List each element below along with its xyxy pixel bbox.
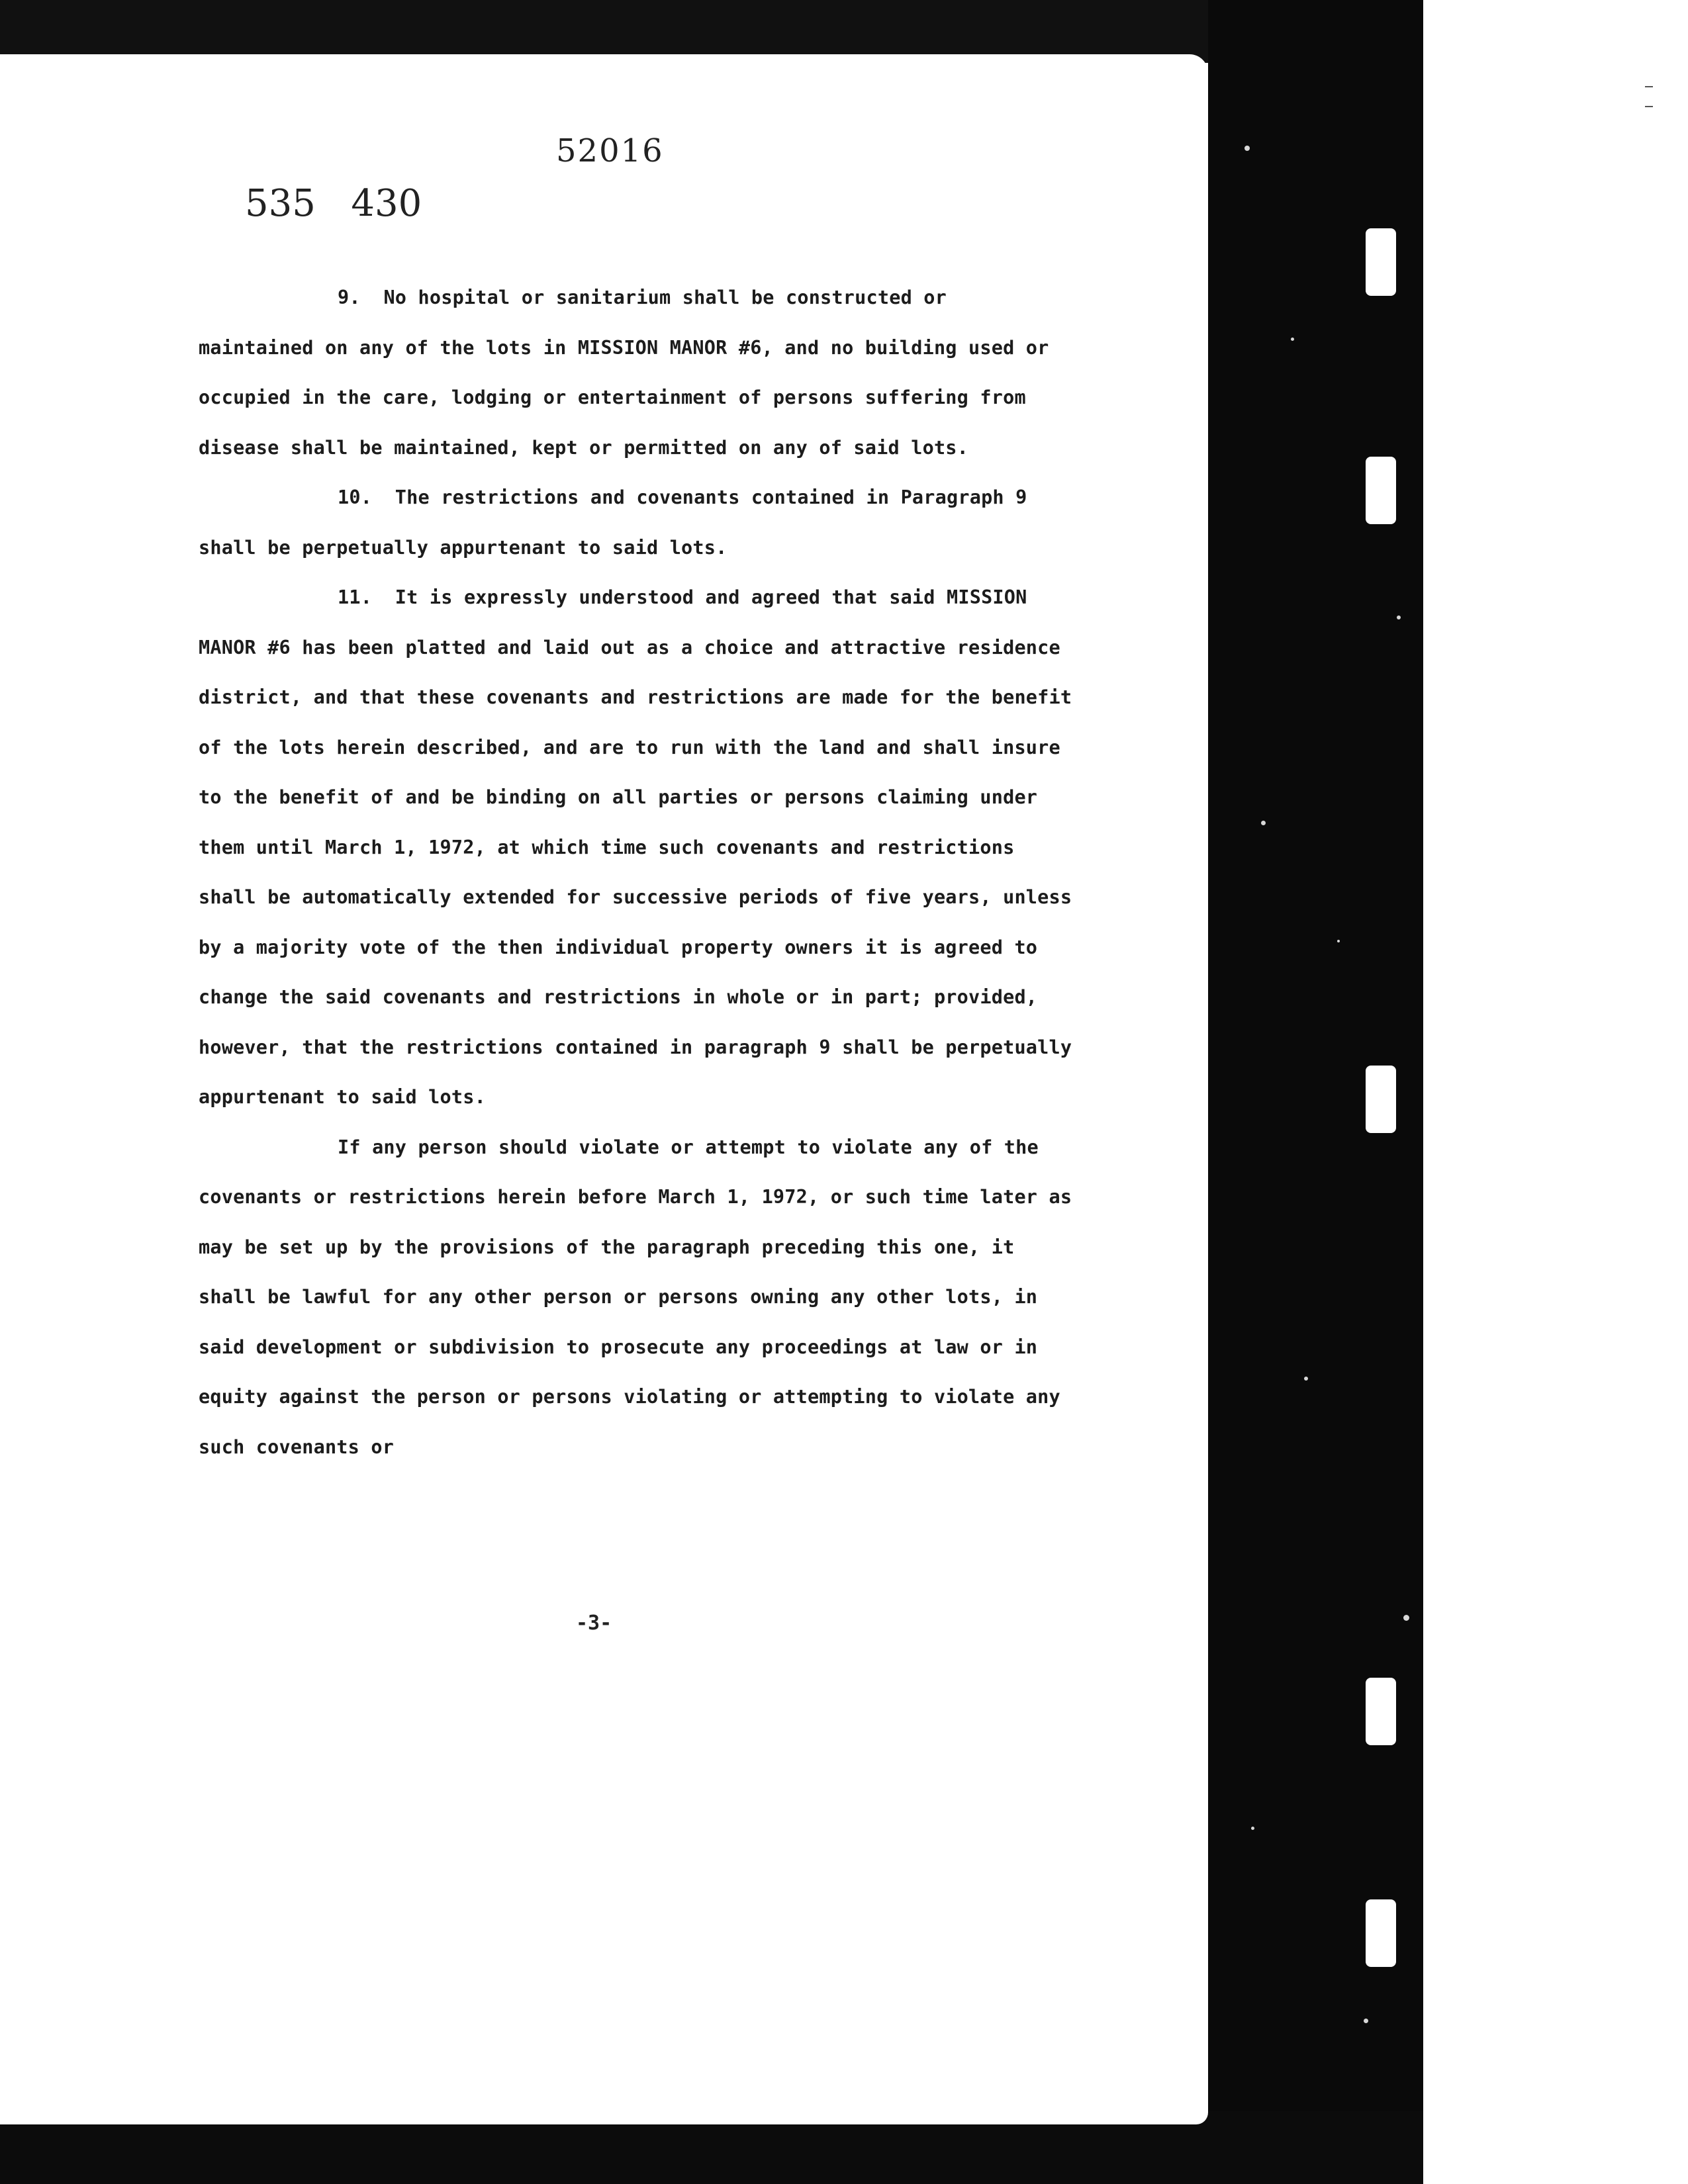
- paragraph-text: The restrictions and covenants contained in Paragraph 9 shall be perpetually appurtenant to said lots.: [199, 486, 1027, 559]
- film-speck: [1291, 338, 1294, 341]
- sprocket-hole: [1366, 1899, 1396, 1967]
- film-speck: [1364, 2019, 1368, 2023]
- paragraph-enforcement: [199, 1122, 1072, 1473]
- page-number: -3-: [576, 1612, 612, 1635]
- film-speck: [1403, 1615, 1409, 1621]
- document-body: [199, 273, 1072, 1472]
- page-number-reference: 430: [351, 182, 422, 225]
- sprocket-hole: [1366, 1066, 1396, 1133]
- paragraph-11: [199, 572, 1072, 1122]
- sprocket-hole: [1366, 1678, 1396, 1745]
- document-number: 52016: [556, 132, 664, 169]
- book-page-reference: [245, 182, 422, 225]
- paragraph-text: It is expressly understood and agreed that said MISSION MANOR #6 has been platted and laid out as a choice and attractive residence district, and that these covenants and restrictions are made for the benefit of the lots herein described, and are to run with the land and shall insure to the benefit of and be binding on all parties or persons claiming under them until March 1, 1972, at which time such covenants and restrictions shall be automatically extended for successive periods of five years, unless by a majority vote of the then individual property owners it is agreed to change the said covenants and restrictions in whole or in part; provided, however, that the restrictions contained in paragraph 9 shall be perpetually appurtenant to said lots.: [199, 586, 1072, 1108]
- film-speck: [1304, 1377, 1308, 1381]
- film-speck: [1251, 1827, 1254, 1830]
- film-speck: [1261, 821, 1266, 825]
- sprocket-hole: [1366, 457, 1396, 524]
- book-page-separator: [328, 195, 340, 217]
- paragraph-10: [199, 473, 1072, 572]
- paragraph-number: 10.: [338, 486, 373, 508]
- sprocket-hole: [1366, 228, 1396, 296]
- margin-mark: [1645, 86, 1653, 87]
- paragraph-text: No hospital or sanitarium shall be constructed or maintained on any of the lots in MISSION MANOR #6, and no building used or occupied in the care, lodging or entertainment of persons suffering from disease shall be maintained, kept or permitted on any of said lots.: [199, 287, 1049, 459]
- film-speck: [1397, 615, 1401, 619]
- book-number: 535: [245, 182, 316, 225]
- film-speck: [1244, 146, 1250, 151]
- margin-mark: [1645, 106, 1653, 107]
- paragraph-9: [199, 273, 1072, 473]
- paragraph-number: 11.: [338, 586, 373, 608]
- paragraph-text: If any person should violate or attempt to violate any of the covenants or restrictions herein before March 1, 1972, or such time later as may be set up by the provisions of the paragraph preceding this one, it shall be lawful for any other person or persons owning any other lots, in said development or subdivision to prosecute any proceedings at law or in equity against the person or persons violating or attempting to violate any such covenants or: [199, 1136, 1072, 1458]
- paragraph-number: 9.: [338, 287, 361, 308]
- film-speck: [1337, 940, 1340, 942]
